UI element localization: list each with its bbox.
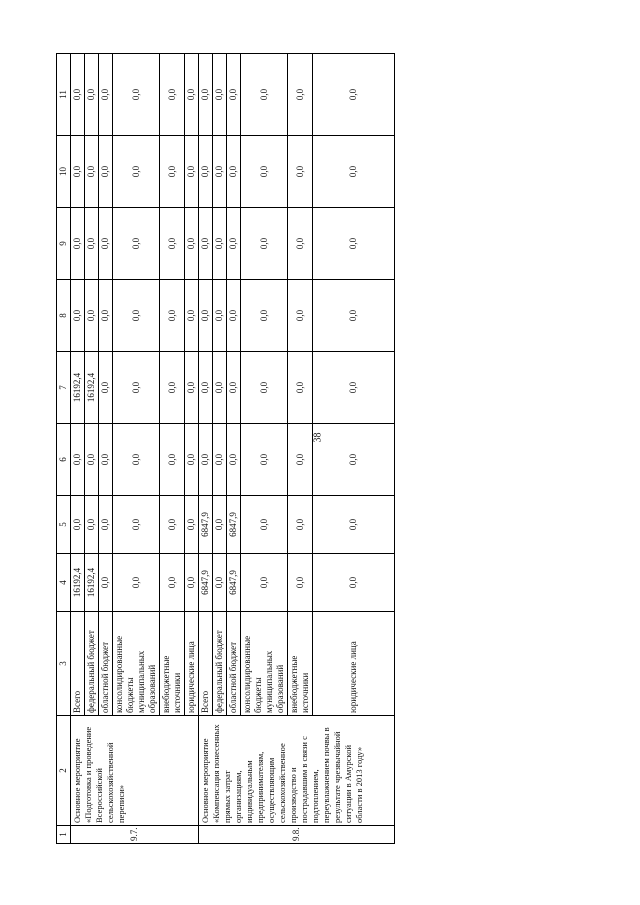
column-number-header: 7	[57, 352, 71, 424]
funding-source: Всего	[71, 612, 85, 716]
amount-cell: 0,0	[185, 496, 199, 554]
amount-cell: 0,0	[99, 554, 113, 612]
amount-cell: 0,0	[71, 54, 85, 136]
amount-cell: 0,0	[241, 136, 288, 208]
amount-cell: 0,0	[99, 424, 113, 496]
amount-cell: 0,0	[199, 424, 213, 496]
amount-cell: 0,0	[113, 280, 160, 352]
amount-cell: 0,0	[185, 352, 199, 424]
column-number-header: 6	[57, 424, 71, 496]
amount-cell: 0,0	[99, 136, 113, 208]
amount-cell: 0,0	[241, 280, 288, 352]
amount-cell: 0,0	[288, 280, 313, 352]
funding-source: консолидированные бюджеты муниципальных образований	[241, 612, 288, 716]
amount-cell: 0,0	[113, 554, 160, 612]
amount-cell: 0,0	[241, 208, 288, 280]
amount-cell: 0,0	[85, 424, 99, 496]
funding-source: юридические лица	[313, 612, 395, 716]
amount-cell: 0,0	[199, 136, 213, 208]
column-number-header: 10	[57, 136, 71, 208]
column-number-header: 5	[57, 496, 71, 554]
amount-cell: 0,0	[71, 280, 85, 352]
amount-cell: 0,0	[113, 424, 160, 496]
amount-cell: 0,0	[313, 352, 395, 424]
amount-cell: 0,0	[241, 424, 288, 496]
amount-cell: 16192,4	[71, 352, 85, 424]
amount-cell: 0,0	[71, 424, 85, 496]
amount-cell: 6847,9	[227, 554, 241, 612]
amount-cell: 16192,4	[71, 554, 85, 612]
amount-cell: 0,0	[241, 352, 288, 424]
amount-cell: 0,0	[160, 496, 185, 554]
amount-cell: 0,0	[99, 280, 113, 352]
amount-cell: 6847,9	[199, 554, 213, 612]
amount-cell: 0,0	[185, 54, 199, 136]
column-number-header: 1	[57, 826, 71, 844]
header-row	[57, 54, 71, 844]
funding-source: внебюджетные источники	[288, 612, 313, 716]
amount-cell: 0,0	[288, 54, 313, 136]
amount-cell: 0,0	[213, 280, 227, 352]
amount-cell: 0,0	[313, 280, 395, 352]
funding-source: консолидированные бюджеты муниципальных образований	[113, 612, 160, 716]
amount-cell: 0,0	[99, 54, 113, 136]
amount-cell: 0,0	[227, 54, 241, 136]
amount-cell: 0,0	[199, 208, 213, 280]
amount-cell: 0,0	[85, 496, 99, 554]
amount-cell: 0,0	[313, 554, 395, 612]
amount-cell: 0,0	[160, 136, 185, 208]
amount-cell: 0,0	[185, 208, 199, 280]
amount-cell: 0,0	[241, 54, 288, 136]
column-number-header: 9	[57, 208, 71, 280]
amount-cell: 0,0	[288, 352, 313, 424]
amount-cell: 0,0	[185, 136, 199, 208]
amount-cell: 0,0	[227, 136, 241, 208]
amount-cell: 0,0	[99, 352, 113, 424]
amount-cell: 0,0	[199, 352, 213, 424]
amount-cell: 0,0	[185, 424, 199, 496]
amount-cell: 0,0	[85, 280, 99, 352]
amount-cell: 0,0	[71, 136, 85, 208]
amount-cell: 16192,4	[85, 352, 99, 424]
table-row	[199, 54, 213, 844]
amount-cell: 0,0	[288, 136, 313, 208]
funding-source: юридические лица	[185, 612, 199, 716]
amount-cell: 0,0	[241, 554, 288, 612]
funding-source: внебюджетные источники	[160, 612, 185, 716]
amount-cell: 0,0	[199, 54, 213, 136]
page-number: 38	[312, 432, 324, 443]
amount-cell: 0,0	[99, 496, 113, 554]
funding-source: федеральный бюджет	[213, 612, 227, 716]
amount-cell: 16192,4	[85, 554, 99, 612]
amount-cell: 0,0	[288, 554, 313, 612]
amount-cell: 0,0	[213, 496, 227, 554]
amount-cell: 0,0	[227, 280, 241, 352]
column-number-header: 11	[57, 54, 71, 136]
amount-cell: 0,0	[85, 54, 99, 136]
amount-cell: 0,0	[213, 554, 227, 612]
amount-cell: 0,0	[160, 54, 185, 136]
item-number: 9.8.	[199, 826, 395, 844]
amount-cell: 0,0	[227, 352, 241, 424]
column-number-header: 4	[57, 554, 71, 612]
activity-description: Основное мероприятие «Подготовка и проведение Всероссийской сельскохозяйственной переписи»	[71, 716, 199, 826]
amount-cell: 0,0	[213, 352, 227, 424]
amount-cell: 0,0	[213, 424, 227, 496]
amount-cell: 0,0	[85, 208, 99, 280]
amount-cell: 0,0	[213, 54, 227, 136]
amount-cell: 0,0	[113, 208, 160, 280]
amount-cell: 0,0	[85, 136, 99, 208]
amount-cell: 0,0	[185, 280, 199, 352]
amount-cell: 6847,9	[227, 496, 241, 554]
amount-cell: 0,0	[288, 424, 313, 496]
amount-cell: 0,0	[160, 424, 185, 496]
amount-cell: 0,0	[313, 496, 395, 554]
amount-cell: 0,0	[241, 496, 288, 554]
amount-cell: 0,0	[160, 554, 185, 612]
budget-table	[56, 53, 395, 844]
rotated-table-container	[56, 54, 618, 844]
amount-cell: 0,0	[313, 54, 395, 136]
table-row	[71, 54, 85, 844]
amount-cell: 0,0	[288, 208, 313, 280]
amount-cell: 0,0	[113, 136, 160, 208]
amount-cell: 0,0	[199, 280, 213, 352]
column-number-header: 8	[57, 280, 71, 352]
amount-cell: 0,0	[213, 208, 227, 280]
amount-cell: 0,0	[160, 280, 185, 352]
amount-cell: 0,0	[313, 424, 395, 496]
amount-cell: 0,0	[160, 352, 185, 424]
column-number-header: 3	[57, 612, 71, 716]
amount-cell: 6847,9	[199, 496, 213, 554]
amount-cell: 0,0	[227, 208, 241, 280]
amount-cell: 0,0	[313, 136, 395, 208]
funding-source: областной бюджет	[227, 612, 241, 716]
amount-cell: 0,0	[99, 208, 113, 280]
item-number: 9.7.	[71, 826, 199, 844]
amount-cell: 0,0	[160, 208, 185, 280]
activity-description: Основное мероприятие «Компенсация понесенных прямых затрат организациям, индивидуальным предпринимателям, осуществляющим сельскохозяйственное производство и пострадавшим в связи с подтоплением, переувлажнением почвы в результате чрезвычайной ситуации в Амурской области в 2013 году»	[199, 716, 395, 826]
column-number-header: 2	[57, 716, 71, 826]
funding-source: областной бюджет	[99, 612, 113, 716]
amount-cell: 0,0	[213, 136, 227, 208]
funding-source: Всего	[199, 612, 213, 716]
amount-cell: 0,0	[288, 496, 313, 554]
funding-source: федеральный бюджет	[85, 612, 99, 716]
amount-cell: 0,0	[71, 496, 85, 554]
amount-cell: 0,0	[113, 352, 160, 424]
amount-cell: 0,0	[71, 208, 85, 280]
amount-cell: 0,0	[113, 496, 160, 554]
amount-cell: 0,0	[227, 424, 241, 496]
amount-cell: 0,0	[113, 54, 160, 136]
amount-cell: 0,0	[185, 554, 199, 612]
amount-cell: 0,0	[313, 208, 395, 280]
